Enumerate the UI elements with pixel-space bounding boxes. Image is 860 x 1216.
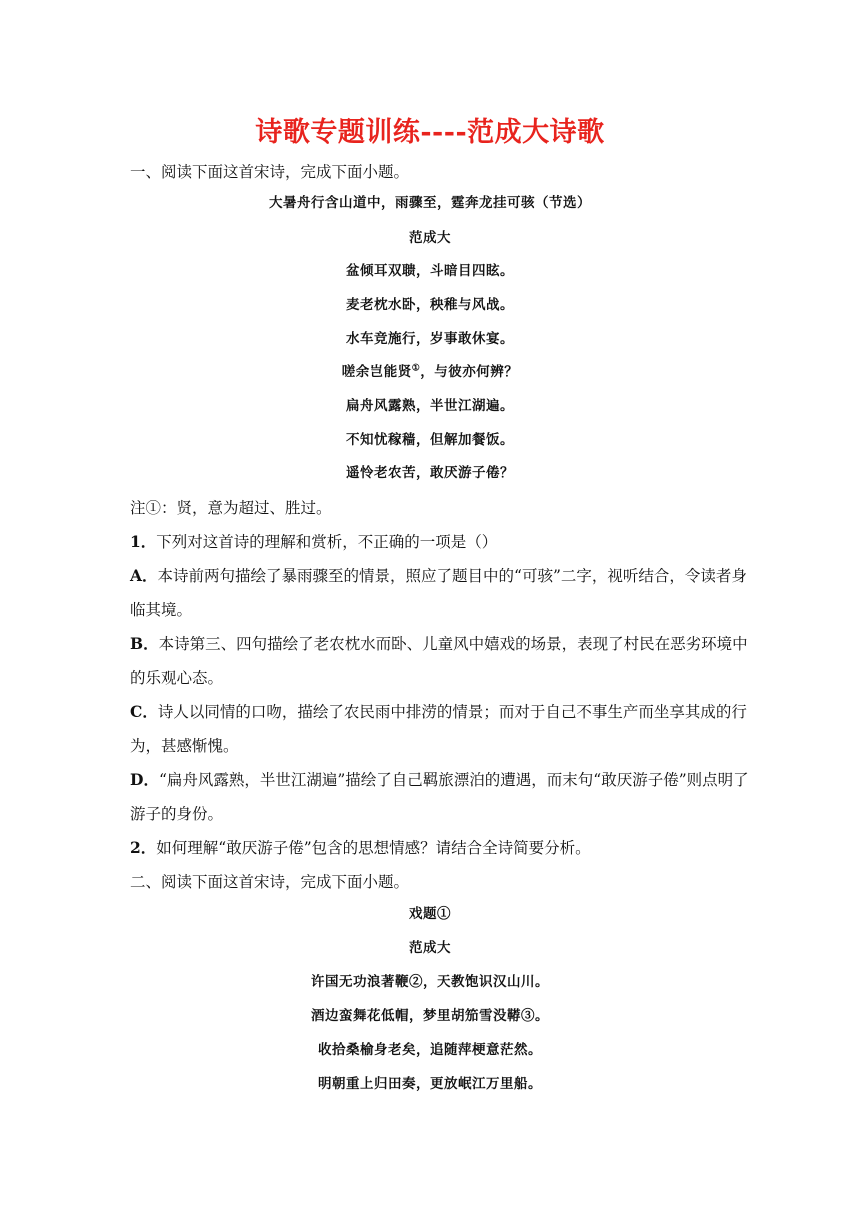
question-number: 2． — [130, 838, 157, 857]
poem1-line-tail: ，与彼亦何辨？ — [420, 364, 519, 380]
poem2-author: 范成大 — [409, 940, 451, 956]
poem1-line — [0, 360, 860, 380]
question-text: 如何理解“敢厌游子倦”包含的思想情感？请结合全诗简要分析。 — [156, 839, 591, 857]
option-a — [130, 564, 747, 586]
option-label: C． — [130, 702, 158, 721]
option-d-continued: 游子的身份。 — [130, 805, 224, 823]
section2-heading: 二、阅读下面这首宋诗，完成下面小题。 — [130, 873, 410, 891]
page-title: 诗歌专题训练----范成大诗歌 — [255, 117, 605, 148]
poem1-line: 盆倾耳双聩，斗暗目四眩。 — [346, 263, 514, 279]
option-c-continued: 为，甚感惭愧。 — [130, 737, 239, 755]
poem1-line-head: 嗟余岂能贤 — [341, 364, 412, 380]
question-1 — [130, 530, 740, 552]
option-text: 本诗第三、四句描绘了老农枕水而卧、儿童风中嬉戏的场景，表现了村民在恶劣环境中 — [158, 635, 748, 653]
option-text: “扁舟风露熟，半世江湖遍”描绘了自己羁旅漂泊的遭遇，而末句“敢厌游子倦”则点明了 — [158, 771, 749, 789]
poem1-author: 范成大 — [409, 230, 451, 246]
footnote: 注①：贤，意为超过、胜过。 — [130, 499, 332, 517]
question-text: 下列对这首诗的理解和赏析，不正确的一项是（） — [156, 533, 498, 551]
poem1-line: 遥怜老农苦，敢厌游子倦？ — [346, 465, 514, 481]
question-number: 1． — [130, 532, 157, 551]
poem2-title: 戏题① — [409, 906, 451, 922]
footnote-marker: ① — [411, 363, 421, 374]
poem2-line: 许国无功浪著鞭②，天教饱识汉山川。 — [311, 974, 549, 990]
option-c — [130, 700, 747, 722]
poem2-line: 酒边蛮舞花低帽，梦里胡笳雪没鞯③。 — [311, 1008, 549, 1024]
option-d — [130, 768, 749, 790]
option-a-continued: 临其境。 — [130, 601, 193, 619]
option-label: D． — [130, 770, 159, 789]
poem1-line: 水车竞施行，岁事敢休宴。 — [346, 331, 514, 347]
option-text: 本诗前两句描绘了暴雨骤至的情景，照应了题目中的“可骇”二字，视听结合，令读者身 — [157, 567, 747, 585]
poem1-line: 不知忧稼穑，但解加餐饭。 — [346, 432, 514, 448]
option-b-continued: 的乐观心态。 — [130, 669, 224, 687]
option-text: 诗人以同情的口吻，描绘了农民雨中排涝的情景；而对于自己不事生产而坐享其成的行 — [157, 703, 747, 721]
section1-heading: 一、阅读下面这首宋诗，完成下面小题。 — [130, 163, 410, 181]
poem1-title: 大暑舟行含山道中，雨骤至，霆奔龙挂可骇（节选） — [269, 195, 591, 211]
option-b — [130, 632, 748, 654]
poem1-line: 麦老枕水卧，秧稚与风战。 — [346, 297, 514, 313]
question-2 — [130, 836, 740, 858]
option-label: B． — [130, 634, 159, 653]
option-label: A． — [130, 566, 158, 585]
poem2-line: 收拾桑榆身老矣，追随萍梗意茫然。 — [318, 1042, 542, 1058]
poem1-line: 扁舟风露熟，半世江湖遍。 — [346, 398, 514, 414]
poem2-line: 明朝重上归田奏，更放岷江万里船。 — [318, 1076, 542, 1092]
